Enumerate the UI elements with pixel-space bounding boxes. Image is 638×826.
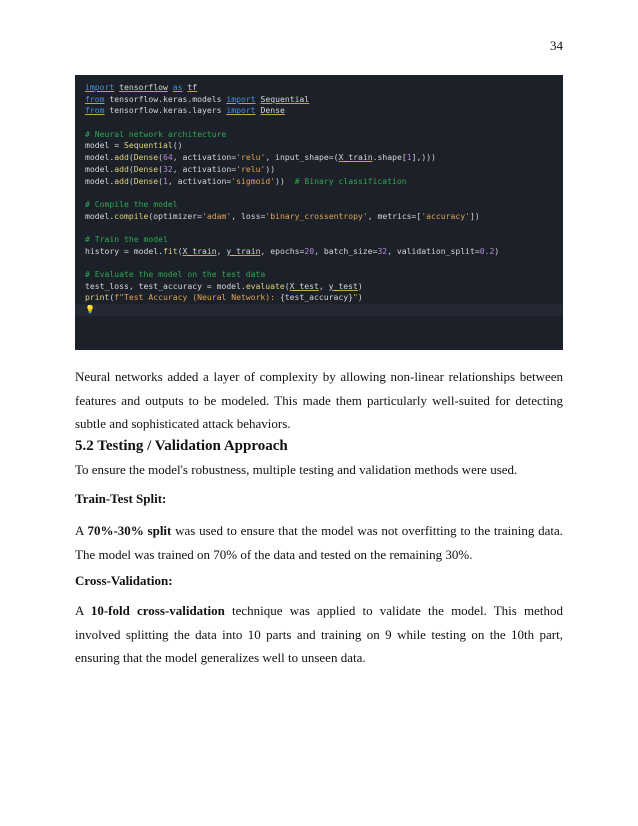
code-token: evaluate (245, 280, 285, 291)
lightbulb-icon[interactable]: 💡 (85, 304, 96, 315)
code-token: history = model. (85, 245, 163, 256)
code-line (85, 117, 563, 129)
code-line (85, 199, 563, 211)
code-line (85, 164, 563, 176)
code-token: tf (187, 82, 198, 92)
code-token: # Neural network architecture (85, 128, 227, 139)
code-token: 20 (304, 245, 315, 256)
code-token: 'binary_crossentropy' (265, 210, 368, 221)
code-token: ( (128, 152, 134, 163)
cross-validation-post: technique was applied to validate the model. This method involved splitting the data into 10 parts and training on 9 while testing on the 10th part, ensuring that the model generalizes well to unseen data. (75, 603, 563, 665)
code-line (85, 222, 563, 234)
cross-validation-heading: Cross-Validation: (75, 573, 173, 588)
code-token: as (172, 82, 183, 92)
code-token: model. (85, 175, 115, 186)
code-token: model. (85, 210, 115, 221)
code-token: 0.2 (479, 245, 495, 256)
code-token: X_test (289, 280, 319, 291)
code-token: ( (284, 280, 290, 291)
paragraph-neural-networks: Neural networks added a layer of complexity by allowing non-linear relationships between features and outputs to be modeled. This made them particularly well-suited for detecting subtle and sophisticated attack behaviors. (75, 369, 563, 431)
code-token: import (85, 82, 115, 92)
code-token: X_train (338, 152, 373, 163)
code-token: 1 (406, 152, 412, 163)
code-token: ( (128, 163, 134, 174)
code-token: ( (128, 175, 134, 186)
code-line (85, 152, 563, 164)
section-heading: 5.2 Testing / Validation Approach (75, 438, 288, 454)
code-line (85, 257, 563, 269)
code-token: from (85, 93, 105, 104)
code-token: 32 (163, 163, 173, 174)
code-token: )) (265, 163, 276, 174)
code-token: 'adam' (201, 210, 232, 221)
code-token: ]) (470, 210, 480, 221)
code-line (85, 129, 563, 141)
code-token: 32 (377, 245, 388, 256)
code-token: test_loss, test_accuracy = model. (85, 280, 246, 291)
code-token: ( (158, 152, 163, 163)
code-token: add (114, 163, 129, 174)
code-token: 'relu' (236, 163, 266, 174)
code-token: Dense (133, 152, 159, 163)
code-token: y_train (226, 245, 261, 256)
code-token: import (226, 93, 256, 104)
code-token: , batch_size= (314, 245, 378, 256)
code-token: , activation= (172, 152, 237, 163)
code-token: 'sigmoid' (231, 175, 276, 186)
code-token: # Compile the model (85, 198, 178, 209)
code-token: ( (158, 175, 163, 186)
section-intro: To ensure the model's robustness, multiple testing and validation methods were used. (75, 462, 518, 477)
code-token: Dense (133, 163, 159, 174)
code-block (75, 75, 563, 350)
train-test-bold: 70%-30% split (87, 523, 172, 538)
code-line (85, 246, 563, 258)
code-token: 'accuracy' (421, 210, 471, 221)
code-token: fit (162, 245, 178, 256)
code-token: import (226, 105, 256, 116)
train-test-post: was used to ensure that the model was not overfitting to the training data. The model was trained on 70% of the data and tested on the remaining 30%. (75, 523, 564, 562)
code-token: ( (109, 292, 115, 303)
code-token: from (85, 105, 105, 116)
code-line (85, 281, 563, 293)
code-token: ) (494, 245, 500, 256)
code-line (85, 94, 563, 106)
cross-validation-bold: 10-fold cross-validation (90, 603, 225, 618)
code-token: model = (85, 140, 124, 151)
code-token: # Evaluate the model on the test data (85, 269, 266, 279)
code-token: ( (177, 245, 183, 256)
cross-validation-pre: A (75, 603, 91, 618)
code-token: Sequential (260, 93, 310, 104)
code-token: , activation= (167, 175, 232, 186)
code-token: Dense (260, 105, 285, 116)
code-line (85, 187, 563, 199)
code-token: , activation= (172, 163, 237, 174)
code-token: tensorflow.keras.models (104, 93, 227, 104)
code-token: , metrics=[ (367, 210, 422, 221)
code-token: , (216, 245, 227, 256)
code-line (85, 292, 563, 304)
code-token: y_test (328, 280, 358, 291)
code-token: add (114, 152, 129, 163)
code-token: X_train (182, 245, 217, 256)
code-token: 'relu' (236, 152, 266, 163)
code-line (85, 234, 563, 246)
code-line (85, 82, 563, 94)
code-line (85, 140, 563, 152)
code-token: # Binary classification (294, 175, 407, 186)
page-number: 34 (550, 38, 563, 53)
code-token: )) (275, 175, 295, 186)
code-token: , loss= (231, 210, 266, 221)
code-token: model. (85, 152, 115, 163)
code-token: , validation_split= (387, 245, 480, 256)
code-line (85, 211, 563, 223)
code-token: " (353, 292, 358, 303)
code-token: 64 (163, 152, 173, 163)
code-token: f"Test Accuracy (Neural Network): (114, 292, 280, 303)
code-token: ],))) (411, 152, 436, 163)
code-token: model. (85, 163, 115, 174)
code-token: .shape[ (372, 152, 407, 163)
code-token: Sequential (123, 140, 173, 151)
code-token: , input_shape=( (265, 152, 339, 163)
code-token: compile (114, 210, 149, 221)
cross-validation-paragraph (75, 599, 563, 670)
code-token: print (85, 292, 110, 303)
code-token: Dense (133, 175, 159, 186)
code-line (75, 304, 563, 316)
code-token: ) (357, 280, 363, 291)
train-test-paragraph (75, 519, 563, 566)
code-token: 1 (163, 175, 168, 186)
code-token: {test_accuracy} (279, 292, 354, 303)
train-test-heading: Train-Test Split: (75, 491, 167, 506)
code-token: ) (357, 292, 363, 303)
code-token: ( (158, 163, 163, 174)
code-line (85, 269, 563, 281)
code-line (85, 105, 563, 117)
code-token: tensorflow.keras.layers (104, 105, 227, 116)
code-line (85, 176, 563, 188)
code-token: add (114, 175, 129, 186)
code-token: , epochs= (260, 245, 305, 256)
code-token: , (318, 280, 329, 291)
code-token: # Train the model (85, 233, 168, 244)
train-test-pre: A (75, 523, 88, 538)
code-token: () (172, 140, 183, 151)
code-token: tensorflow (119, 82, 168, 92)
code-token: (optimizer= (148, 210, 202, 221)
